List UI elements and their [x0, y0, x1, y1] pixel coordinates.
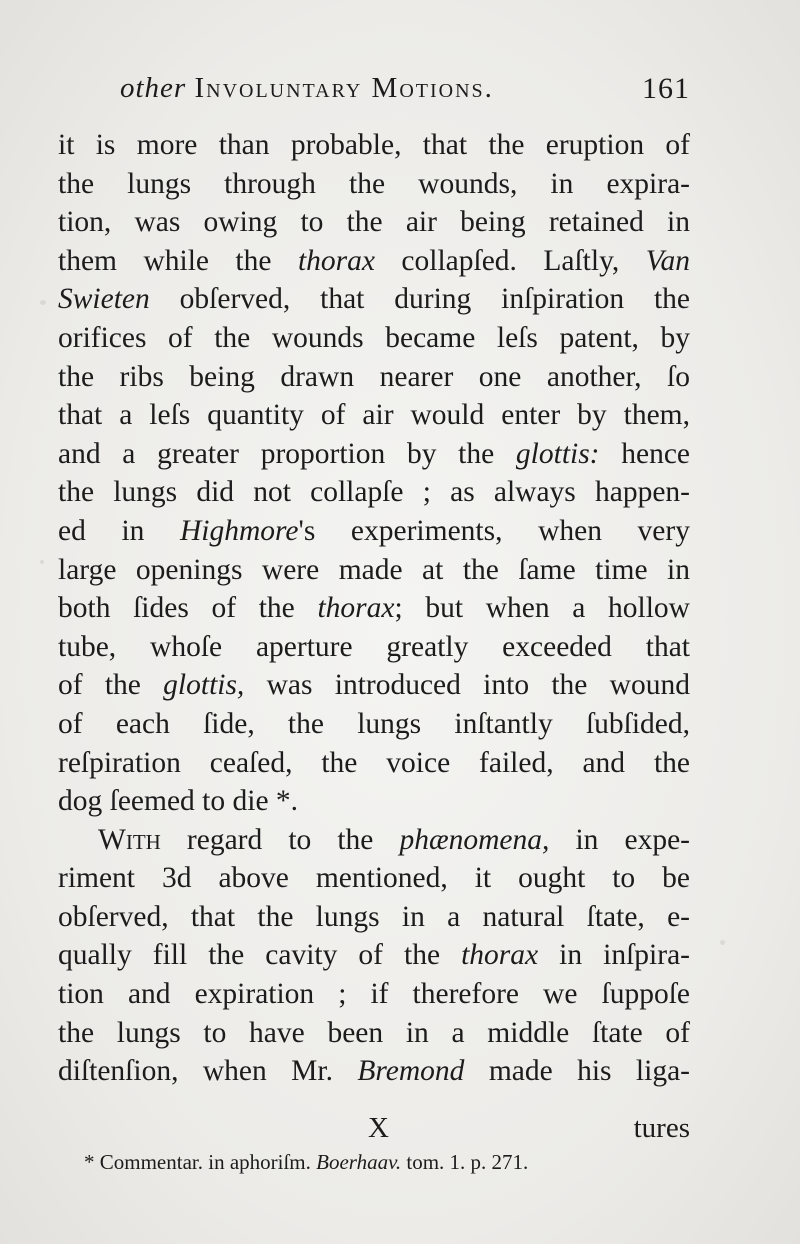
text-line [58, 666, 690, 705]
paper-speck [720, 940, 725, 945]
text-run: them while the [58, 244, 298, 277]
text-line [58, 551, 690, 590]
running-title-italic: other [120, 72, 187, 104]
text-run: in inſpira- [538, 939, 690, 972]
text-run: the lungs through the wounds, in expira- [58, 167, 690, 200]
text-run: dog ſeemed to die *. [58, 785, 299, 818]
text-run: that a leſs quantity of air would enter by them, [58, 399, 690, 432]
small-caps-opening: With [98, 823, 161, 856]
text-line [58, 435, 690, 474]
text-run: orifices of the wounds became leſs patent, by [58, 321, 690, 354]
text-run: was introduced into the wound [244, 669, 690, 702]
text-line [58, 358, 690, 397]
body-text [58, 126, 690, 1091]
text-line [58, 396, 690, 435]
text-line [58, 859, 690, 898]
text-line [58, 898, 690, 937]
paper-speck [40, 560, 44, 564]
text-run: collapſed. Laſtly, [374, 244, 646, 277]
text-run: of each ſide, the lungs inſtantly ſubſided, [58, 707, 690, 740]
page-number: 161 [642, 72, 690, 105]
text-run: reſpiration ceaſed, the voice failed, and the [58, 746, 690, 779]
text-line [58, 1014, 690, 1053]
text-line [58, 705, 690, 744]
text-line [58, 1052, 690, 1091]
text-run: and a greater proportion by the [58, 437, 516, 470]
footnote-italic: Boerhaav. [316, 1150, 402, 1174]
italic-term: glottis, [163, 669, 245, 702]
text-run: obſerved, that the lungs in a natural ſtate, e- [58, 900, 690, 933]
text-line [58, 975, 690, 1014]
text-run: ed in [58, 514, 180, 547]
italic-term: thorax [317, 592, 395, 625]
text-run: hence [599, 437, 691, 470]
text-run: it is more than probable, that the eruption of [58, 129, 690, 161]
text-run: the lungs did not collapſe ; as always happen- [58, 476, 690, 509]
italic-term: phænomena, [399, 823, 550, 856]
text-run: large openings were made at the ſame time in [58, 553, 690, 586]
text-run: the ribs being drawn nearer one another, ſo [58, 360, 690, 393]
text-run: tion, was owing to the air being retained in [58, 206, 690, 239]
italic-term: thorax [461, 939, 539, 972]
page-footer [58, 1112, 690, 1152]
text-line [58, 589, 690, 628]
text-line [58, 628, 690, 667]
text-line [58, 936, 690, 975]
text-run: diſtenſion, when Mr. [58, 1055, 358, 1088]
text-run: tube, whoſe aperture greatly exceeded that [58, 630, 690, 663]
text-line [58, 203, 690, 242]
footnote-text: tom. 1. p. 271. [401, 1150, 529, 1174]
text-run: qually fill the cavity of the [58, 939, 462, 972]
text-run: of the [58, 669, 164, 702]
text-run: obſerved, that during inſpiration the [149, 283, 690, 316]
italic-term: thorax [297, 244, 375, 277]
catchword: tures [633, 1112, 690, 1144]
footnote-text: * Commentar. in aphoriſm. [84, 1150, 317, 1174]
text-line [58, 821, 690, 860]
text-run: ; but when a hollow [394, 592, 690, 625]
running-header [120, 72, 690, 112]
italic-name: Van [645, 244, 690, 277]
text-run: the lungs to have been in a middle ſtate of [58, 1016, 690, 1049]
running-title [120, 72, 494, 105]
paper-speck [40, 300, 46, 305]
text-run: tion and expiration ; if therefore we ſuppoſe [58, 978, 690, 1011]
text-line [58, 512, 690, 551]
text-run: in expe- [549, 823, 690, 856]
text-run: 's experiments, when very [298, 514, 690, 547]
text-line [58, 473, 690, 512]
text-run: regard to the [160, 823, 400, 856]
footnote [84, 1150, 704, 1175]
text-line [58, 126, 690, 165]
text-line [58, 744, 690, 783]
text-line [58, 280, 690, 319]
text-line [58, 165, 690, 204]
italic-name: Swieten [58, 283, 150, 316]
text-line [58, 782, 690, 821]
text-run: made his liga- [464, 1055, 690, 1088]
text-line [58, 242, 690, 281]
italic-name: Bremond [357, 1055, 465, 1088]
text-line [58, 319, 690, 358]
text-run: riment 3d above mentioned, it ought to be [58, 862, 690, 895]
running-title-caps: Involuntary Motions. [194, 72, 494, 104]
text-run: both ſides of the [58, 592, 318, 625]
signature-mark: X [368, 1112, 389, 1144]
italic-name: Highmore [179, 514, 299, 547]
italic-term: glottis: [515, 437, 600, 470]
